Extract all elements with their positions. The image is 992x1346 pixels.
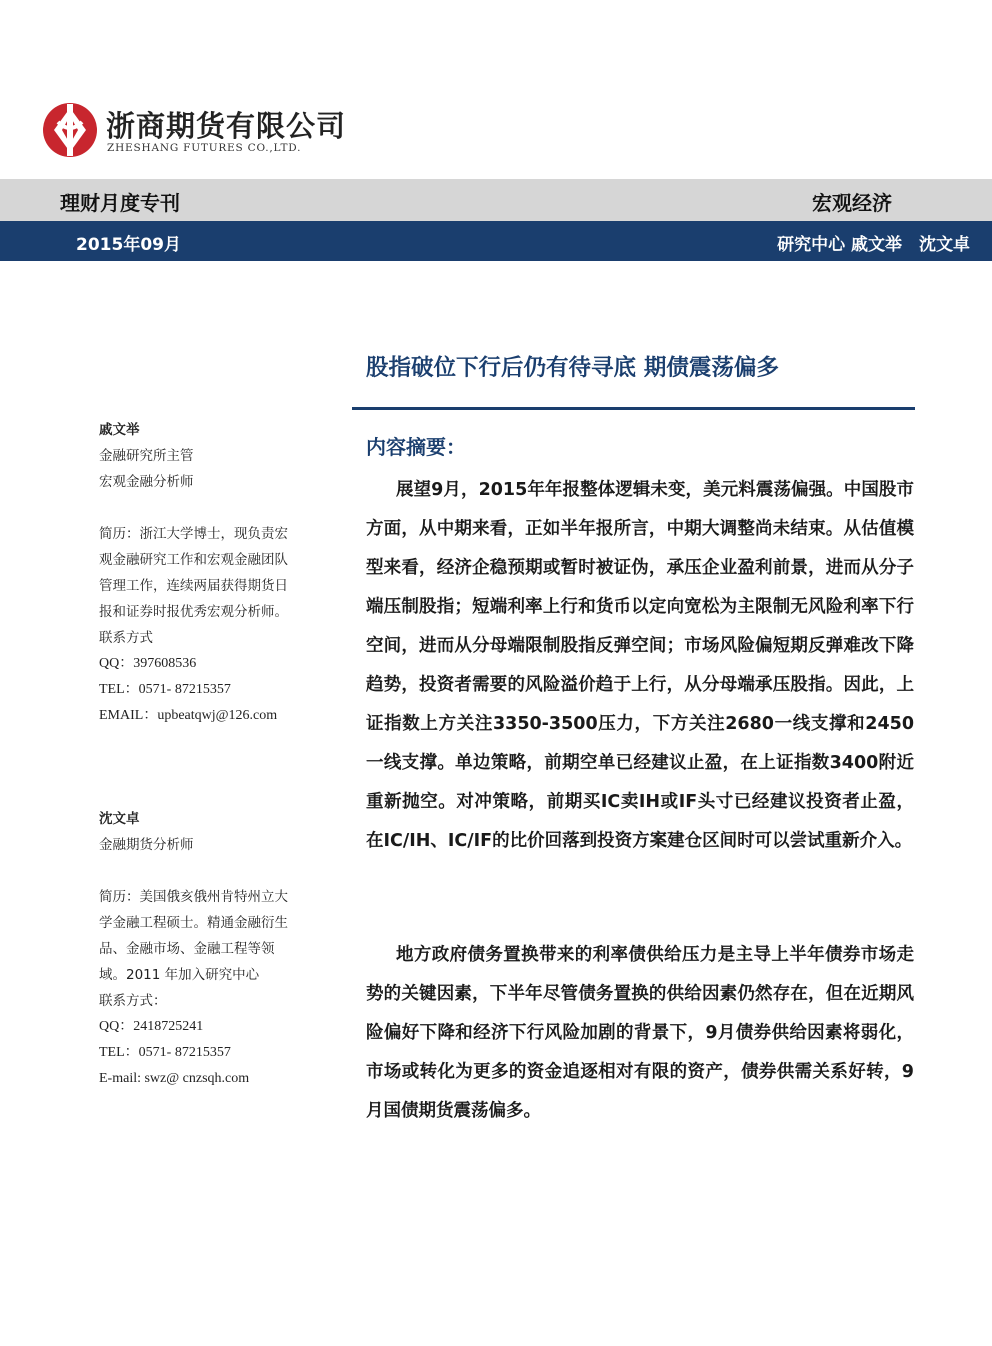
title-divider	[352, 407, 915, 410]
author-title: 金融研究所主管	[99, 448, 194, 464]
contact-email: E-mail: swz@ cnzsqh.com	[99, 1071, 250, 1086]
contact-tel: TEL：0571- 87215357	[99, 1045, 231, 1060]
company-logo-icon	[40, 100, 100, 160]
contact-qq: QQ：2418725241	[99, 1019, 204, 1034]
section-name: 宏观经济	[812, 191, 892, 215]
author-profile-2	[99, 806, 299, 1092]
author-bio: 简历：美国俄亥俄州肯特州立大学金融工程硕士。精通金融衍生品、金融市场、金融工程等领域。2011 年加入研究中心	[99, 889, 288, 983]
author-title: 宏观金融分析师	[99, 474, 194, 490]
report-authors: 研究中心 戚文举 沈文卓	[777, 235, 970, 255]
author-name: 戚文举	[99, 422, 140, 438]
contact-email: EMAIL：upbeatqwj@126.com	[99, 708, 278, 723]
abstract-heading: 内容摘要：	[366, 435, 466, 459]
date-author-band	[0, 221, 992, 261]
company-name-cn: 浙商期货有限公司	[106, 109, 347, 143]
contact-label: 联系方式	[99, 630, 153, 646]
abstract-paragraph-2: 地方政府债务置换带来的利率债供给压力是主导上半年债券市场走势的关键因素，下半年尽管债务置换的供给因素仍然存在，但在近期风险偏好下降和经济下行风险加剧的背景下，9月债券供给因素将弱化，市场或转化为更多的资金追逐相对有限的资产，债券供需关系好转，9月国债期货震荡偏多。	[366, 945, 914, 1121]
contact-qq: QQ：397608536	[99, 656, 197, 671]
author-profile-1	[99, 417, 299, 729]
author-bio: 简历：浙江大学博士，现负责宏观金融研究工作和宏观金融团队管理工作，连续两届获得期货日报和证券时报优秀宏观分析师。	[99, 526, 288, 620]
contact-tel: TEL：0571- 87215357	[99, 682, 231, 697]
abstract-paragraph-1: 展望9月，2015年年报整体逻辑未变，美元料震荡偏强。中国股市方面，从中期来看，正如半年报所言，中期大调整尚未结束。从估值模型来看，经济企稳预期或暂时被证伪，承压企业盈利前景，进而从分子端压制股指；短端利率上行和货币以定向宽松为主限制无风险利率下行空间，进而从分母端限制股指反弹空间；市场风险偏短期反弹难改下降趋势，投资者需要的风险溢价趋于上行，从分母端承压股指。因此，上证指数上方关注3350-3500压力，下方关注2680一线支撑和2450一线支撑。单边策略，前期空单已经建议止盈，在上证指数3400附近重新抛空。对冲策略，前期买IC卖IH或IF头寸已经建议投资者止盈，在IC/IH、IC/IF的比价回落到投资方案建仓区间时可以尝试重新介入。	[366, 480, 914, 851]
publication-band	[0, 179, 992, 221]
company-name-en: ZHESHANG FUTURES CO.,LTD.	[107, 142, 302, 154]
publication-name: 理财月度专刊	[60, 191, 180, 215]
contact-label: 联系方式：	[99, 993, 167, 1009]
author-name: 沈文卓	[99, 811, 140, 827]
article-title: 股指破位下行后仍有待寻底 期债震荡偏多	[366, 355, 779, 381]
author-title: 金融期货分析师	[99, 837, 194, 853]
report-date: 2015年09月	[76, 235, 181, 255]
